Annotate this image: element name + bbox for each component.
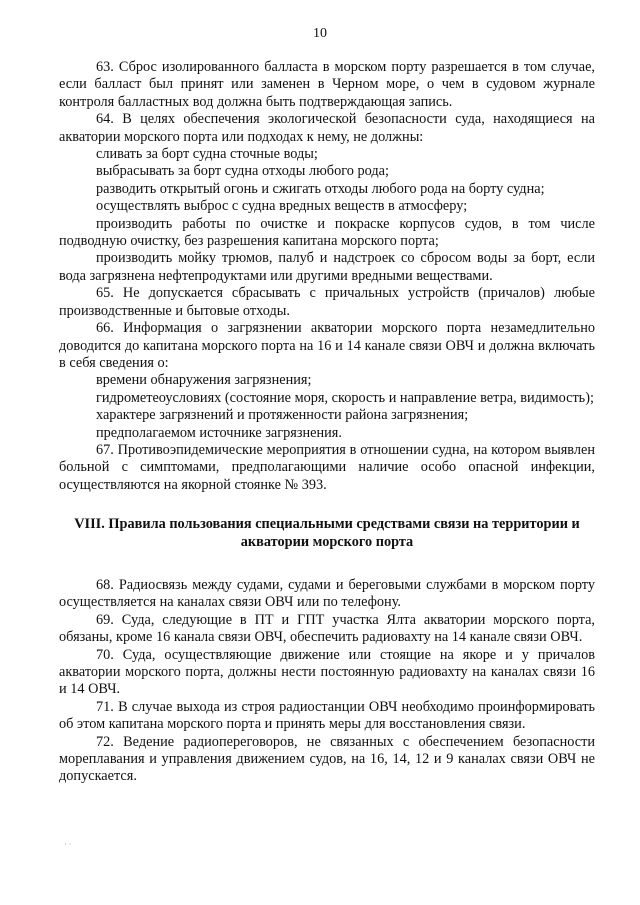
- paragraph-67: 67. Противоэпидемические мероприятия в отношении судна, на котором выявлен больной с симптомами, предполагающими наличие особо опасной инфекции, осуществляются на якорной стоянке № 393.: [59, 441, 595, 493]
- list-item: разводить открытый огонь и сжигать отходы любого рода на борту судна;: [96, 180, 545, 197]
- section-heading: [59, 516, 595, 551]
- list-item: гидрометеоусловиях (состояние моря, скорость и направление ветра, видимость);: [96, 389, 594, 406]
- section-heading-line-1: VIII. Правила пользования специальными средствами связи на территории и: [74, 516, 580, 533]
- list-item: времени обнаружения загрязнения;: [96, 372, 312, 389]
- list-item: производить работы по очистке и покраске корпусов судов, в том числе подводную очистку, без разрешения капитана морского порта;: [59, 215, 595, 250]
- paragraph-71: 71. В случае выхода из строя радиостанции ОВЧ необходимо проинформировать об этом капитана морского порта и принять меры для восстановления связи.: [59, 698, 595, 733]
- paragraph-65: 65. Не допускается сбрасывать с причальных устройств (причалов) любые производственные и бытовые отходы.: [59, 285, 595, 319]
- scan-specks: · ·: [64, 840, 72, 849]
- paragraph-63: 63. Сброс изолированного балласта в морском порту разрешается в том случае, если балласт был принят или заменен в Черном море, о чем в судовом журнале контроля балластных вод должна быть подтверждающая запись.: [59, 59, 595, 110]
- paragraph-64: 64. В целях обеспечения экологической безопасности суда, находящиеся на акватории морского порта или подходах к нему, не должны:: [59, 111, 595, 145]
- paragraph-66: 66. Информация о загрязнении акватории морского порта незамедлительно доводится до капитана морского порта на 16 и 14 канале связи ОВЧ и должна включать в себя сведения о:: [59, 320, 595, 371]
- paragraph-69: 69. Суда, следующие в ПТ и ГПТ участка Ялта акватории морского порта, обязаны, кроме 16 канала связи ОВЧ, обеспечить радиовахту на 14 канале связи ОВЧ.: [59, 611, 595, 646]
- list-item: осуществлять выброс с судна вредных веществ в атмосферу;: [96, 198, 468, 215]
- page-number: 10: [313, 26, 327, 41]
- list-item: производить мойку трюмов, палуб и надстроек со сбросом воды за борт, если вода загрязнена нефтепродуктами или другими вредными веществами.: [59, 250, 595, 284]
- list-item: сливать за борт судна сточные воды;: [96, 146, 318, 163]
- paragraph-72: 72. Ведение радиопереговоров, не связанных с обеспечением безопасности мореплавания и управления движением судов, на 16, 14, 12 и 9 каналах связи ОВЧ не допускается.: [59, 733, 595, 785]
- list-item: выбрасывать за борт судна отходы любого рода;: [96, 163, 389, 180]
- list-item: характере загрязнений и протяженности района загрязнения;: [96, 407, 469, 424]
- section-heading-line-2: акватории морского порта: [240, 533, 414, 550]
- document-body: [59, 59, 595, 786]
- paragraph-70: 70. Суда, осуществляющие движение или стоящие на якоре и у причалов акватории морского порта, должны нести постоянную радиовахту на каналах связи 16 и 14 ОВЧ.: [59, 646, 595, 698]
- list-item: предполагаемом источнике загрязнения.: [96, 424, 342, 441]
- paragraph-68: 68. Радиосвязь между судами, судами и береговыми службами в морском порту осуществляется на каналах связи ОВЧ или по телефону.: [59, 576, 595, 611]
